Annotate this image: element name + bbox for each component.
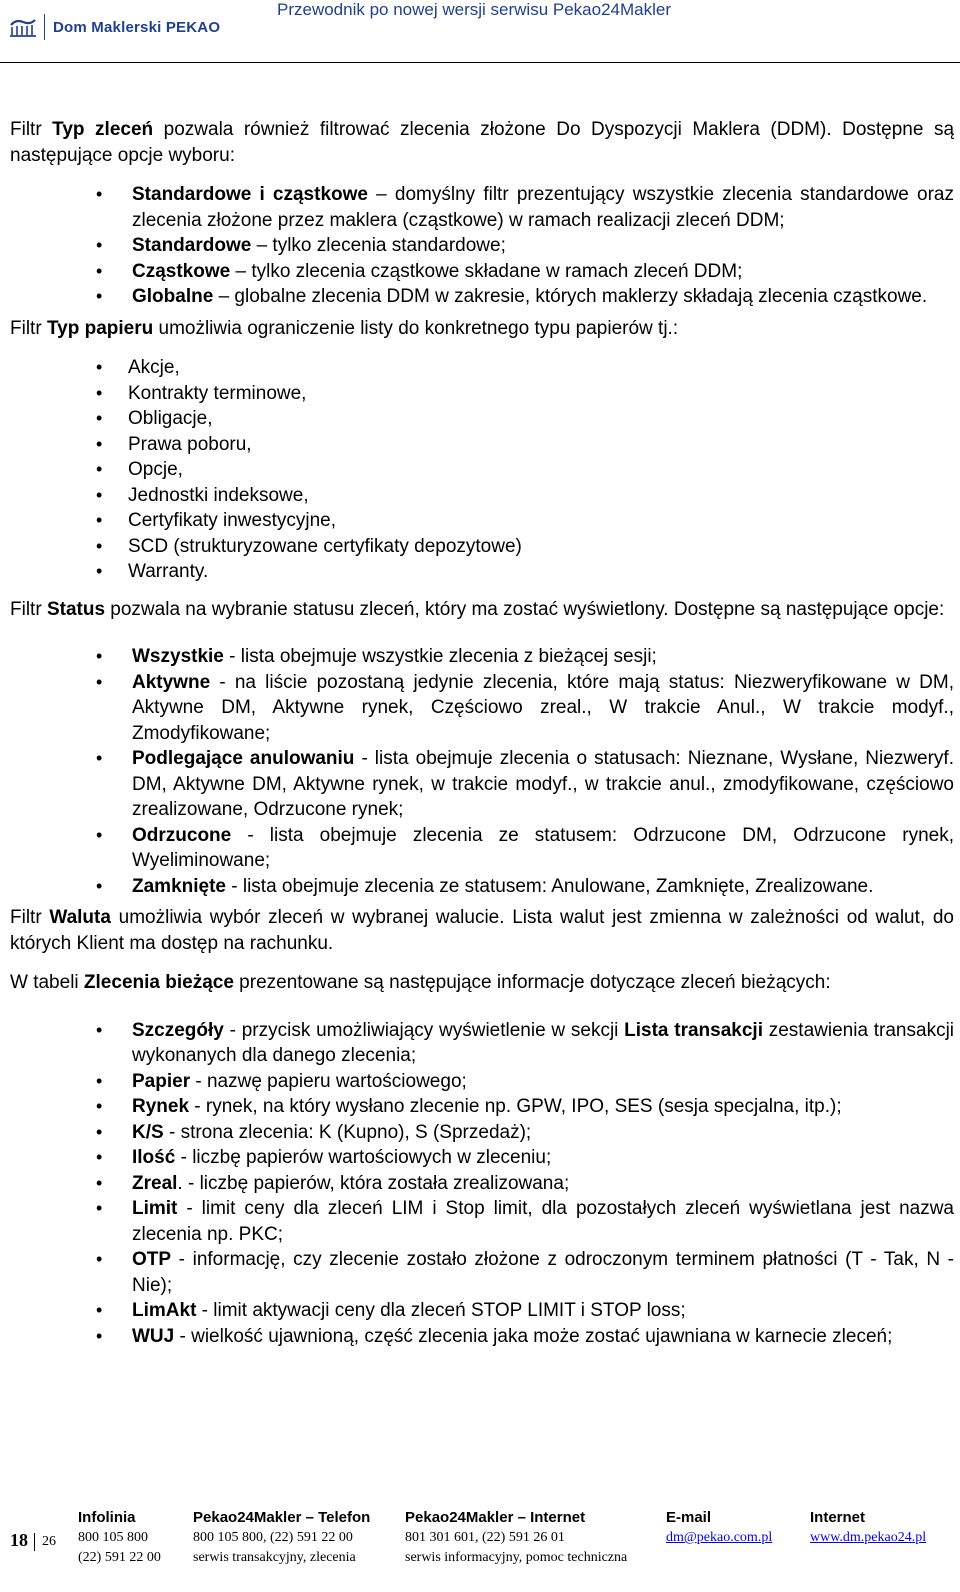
list-item: • Akcje, [10,355,954,381]
list-item: • Podlegające anulowaniu - lista obejmuje zlecenia o statusach: Nieznane, Wysłane, Niezweryf. DM, Aktywne DM, Aktywne rynek, w trakcie modyf., w trakcie anul., zmodyfikowane, częściowo zrealizowane, Odrzucone rynek; [10,746,954,823]
paragraph-currency-filter: Filtr Waluta umożliwia wybór zleceń w wybranej walucie. Lista walut jest zmienna w zależności od walut, do których Klient ma dostęp na rachunku. [10,907,954,954]
header-divider [0,62,960,63]
paragraph-current-orders-table: W tabeli Zlecenia bieżące prezentowane są następujące informacje dotyczące zleceń bieżących: [10,972,831,993]
logo-text: Dom Maklerski PEKAO [53,18,221,36]
footer-internet-service: Pekao24Makler – Internet 801 301 601, (22) 591 26 01 serwis informacyjny, pomoc techniczna [405,1509,628,1565]
page-header [0,0,960,64]
website-link[interactable]: www.dm.pekao24.pl [810,1530,927,1545]
page-number: 18 [10,1530,28,1550]
list-item: • Wszystkie - lista obejmuje wszystkie zlecenia z bieżącej sesji; [10,644,954,670]
list-item: • Zreal. - liczbę papierów, która została zrealizowana; [10,1171,954,1197]
list-item: • Obligacje, [10,406,954,432]
page-number-separator [34,1533,35,1551]
footer-phone-service: Pekao24Makler – Telefon 800 105 800, (22) 591 22 00 serwis transakcyjny, zlecenia [193,1509,371,1565]
pekao-logo-icon [8,15,38,39]
list-item: • OTP - informację, czy zlecenie zostało złożone z odroczonym terminem płatności (T - Tak, N - Nie); [10,1247,954,1298]
list-item: • Rynek - rynek, na który wysłano zlecenie np. GPW, IPO, SES (sesja specjalna, itp.); [10,1094,954,1120]
page-content [10,117,954,1355]
order-type-options-list [10,182,954,310]
list-item: • Odrzucone - lista obejmuje zlecenia ze statusem: Odrzucone DM, Odrzucone rynek, Wyeliminowane; [10,823,954,874]
list-item: • Opcje, [10,457,954,483]
list-item: • LimAkt - limit aktywacji ceny dla zleceń STOP LIMIT i STOP loss; [10,1298,954,1324]
list-item: • SCD (strukturyzowane certyfikaty depozytowe) [10,534,954,560]
page-footer [0,1508,960,1592]
list-item: • Standardowe i cząstkowe – domyślny filtr prezentujący wszystkie zlecenia standardowe oraz zlecenia złożone przez maklera (cząstkowe) w ramach realizacji zleceń DDM; [10,182,954,233]
logo-separator [44,14,45,40]
current-orders-columns-list [10,1018,954,1350]
paragraph-status-filter: Filtr Status pozwala na wybranie statusu zleceń, który ma zostać wyświetlony. Dostępne są następujące opcje: [10,598,945,620]
list-item: • Aktywne - na liście pozostaną jedynie zlecenia, które mają status: Niezweryfikowane w DM, Aktywne DM, Aktywne rynek, Częściowo zreal., W trakcie Anul., W trakcie modyf., Zmodyfikowane; [10,670,954,747]
list-item: • Ilość - liczbę papierów wartościowych w zleceniu; [10,1145,954,1171]
paragraph-security-type-filter: Filtr Typ papieru umożliwia ograniczenie listy do konkretnego typu papierów tj.: [10,317,679,339]
footer-helpline: Infolinia 800 105 800 (22) 591 22 00 [78,1509,161,1565]
list-item: • Kontrakty terminowe, [10,381,954,407]
list-item: • Standardowe – tylko zlecenia standardowe; [10,233,954,259]
list-item: • Zamknięte - lista obejmuje zlecenia ze statusem: Anulowane, Zamknięte, Zrealizowane. [10,874,954,900]
list-item: • WUJ - wielkość ujawnioną, część zlecenia jaka może zostać ujawniana w karnecie zleceń; [10,1324,954,1350]
list-item: • Szczegóły - przycisk umożliwiający wyświetlenie w sekcji Lista transakcji zestawienia transakcji wykonanych dla danego zlecenia; [10,1018,954,1069]
list-item: • Certyfikaty inwestycyjne, [10,508,954,534]
list-item: • Cząstkowe – tylko zlecenia cząstkowe składane w ramach zleceń DDM; [10,259,954,285]
list-item: • Globalne – globalne zlecenia DDM w zakresie, których maklerzy składają zlecenia cząstkowe. [10,284,954,310]
footer-email: E-mail dm@pekao.com.pl [666,1508,772,1548]
list-item: • Prawa poboru, [10,432,954,458]
paragraph-order-type-filter: Filtr Typ zleceń pozwala również filtrować zlecenia złożone Do Dyspozycji Maklera (DDM). Dostępne są następujące opcje wyboru: [10,119,955,166]
document-title: Przewodnik po nowej wersji serwisu Pekao24Makler [277,0,672,19]
footer-website: Internet www.dm.pekao24.pl [810,1508,926,1548]
list-item: • Papier - nazwę papieru wartościowego; [10,1069,954,1095]
security-type-list [10,355,954,585]
list-item: • K/S - strona zlecenia: K (Kupno), S (Sprzedaż); [10,1120,954,1146]
status-options-list [10,644,954,899]
list-item: • Warranty. [10,559,954,585]
page-total: 26 [42,1534,56,1549]
list-item: • Jednostki indeksowe, [10,483,954,509]
email-link[interactable]: dm@pekao.com.pl [666,1530,773,1545]
list-item: • Limit - limit ceny dla zleceń LIM i Stop limit, dla pozostałych zleceń wyświetlana jest nazwa zlecenia np. PKC; [10,1196,954,1247]
company-logo [8,14,220,40]
